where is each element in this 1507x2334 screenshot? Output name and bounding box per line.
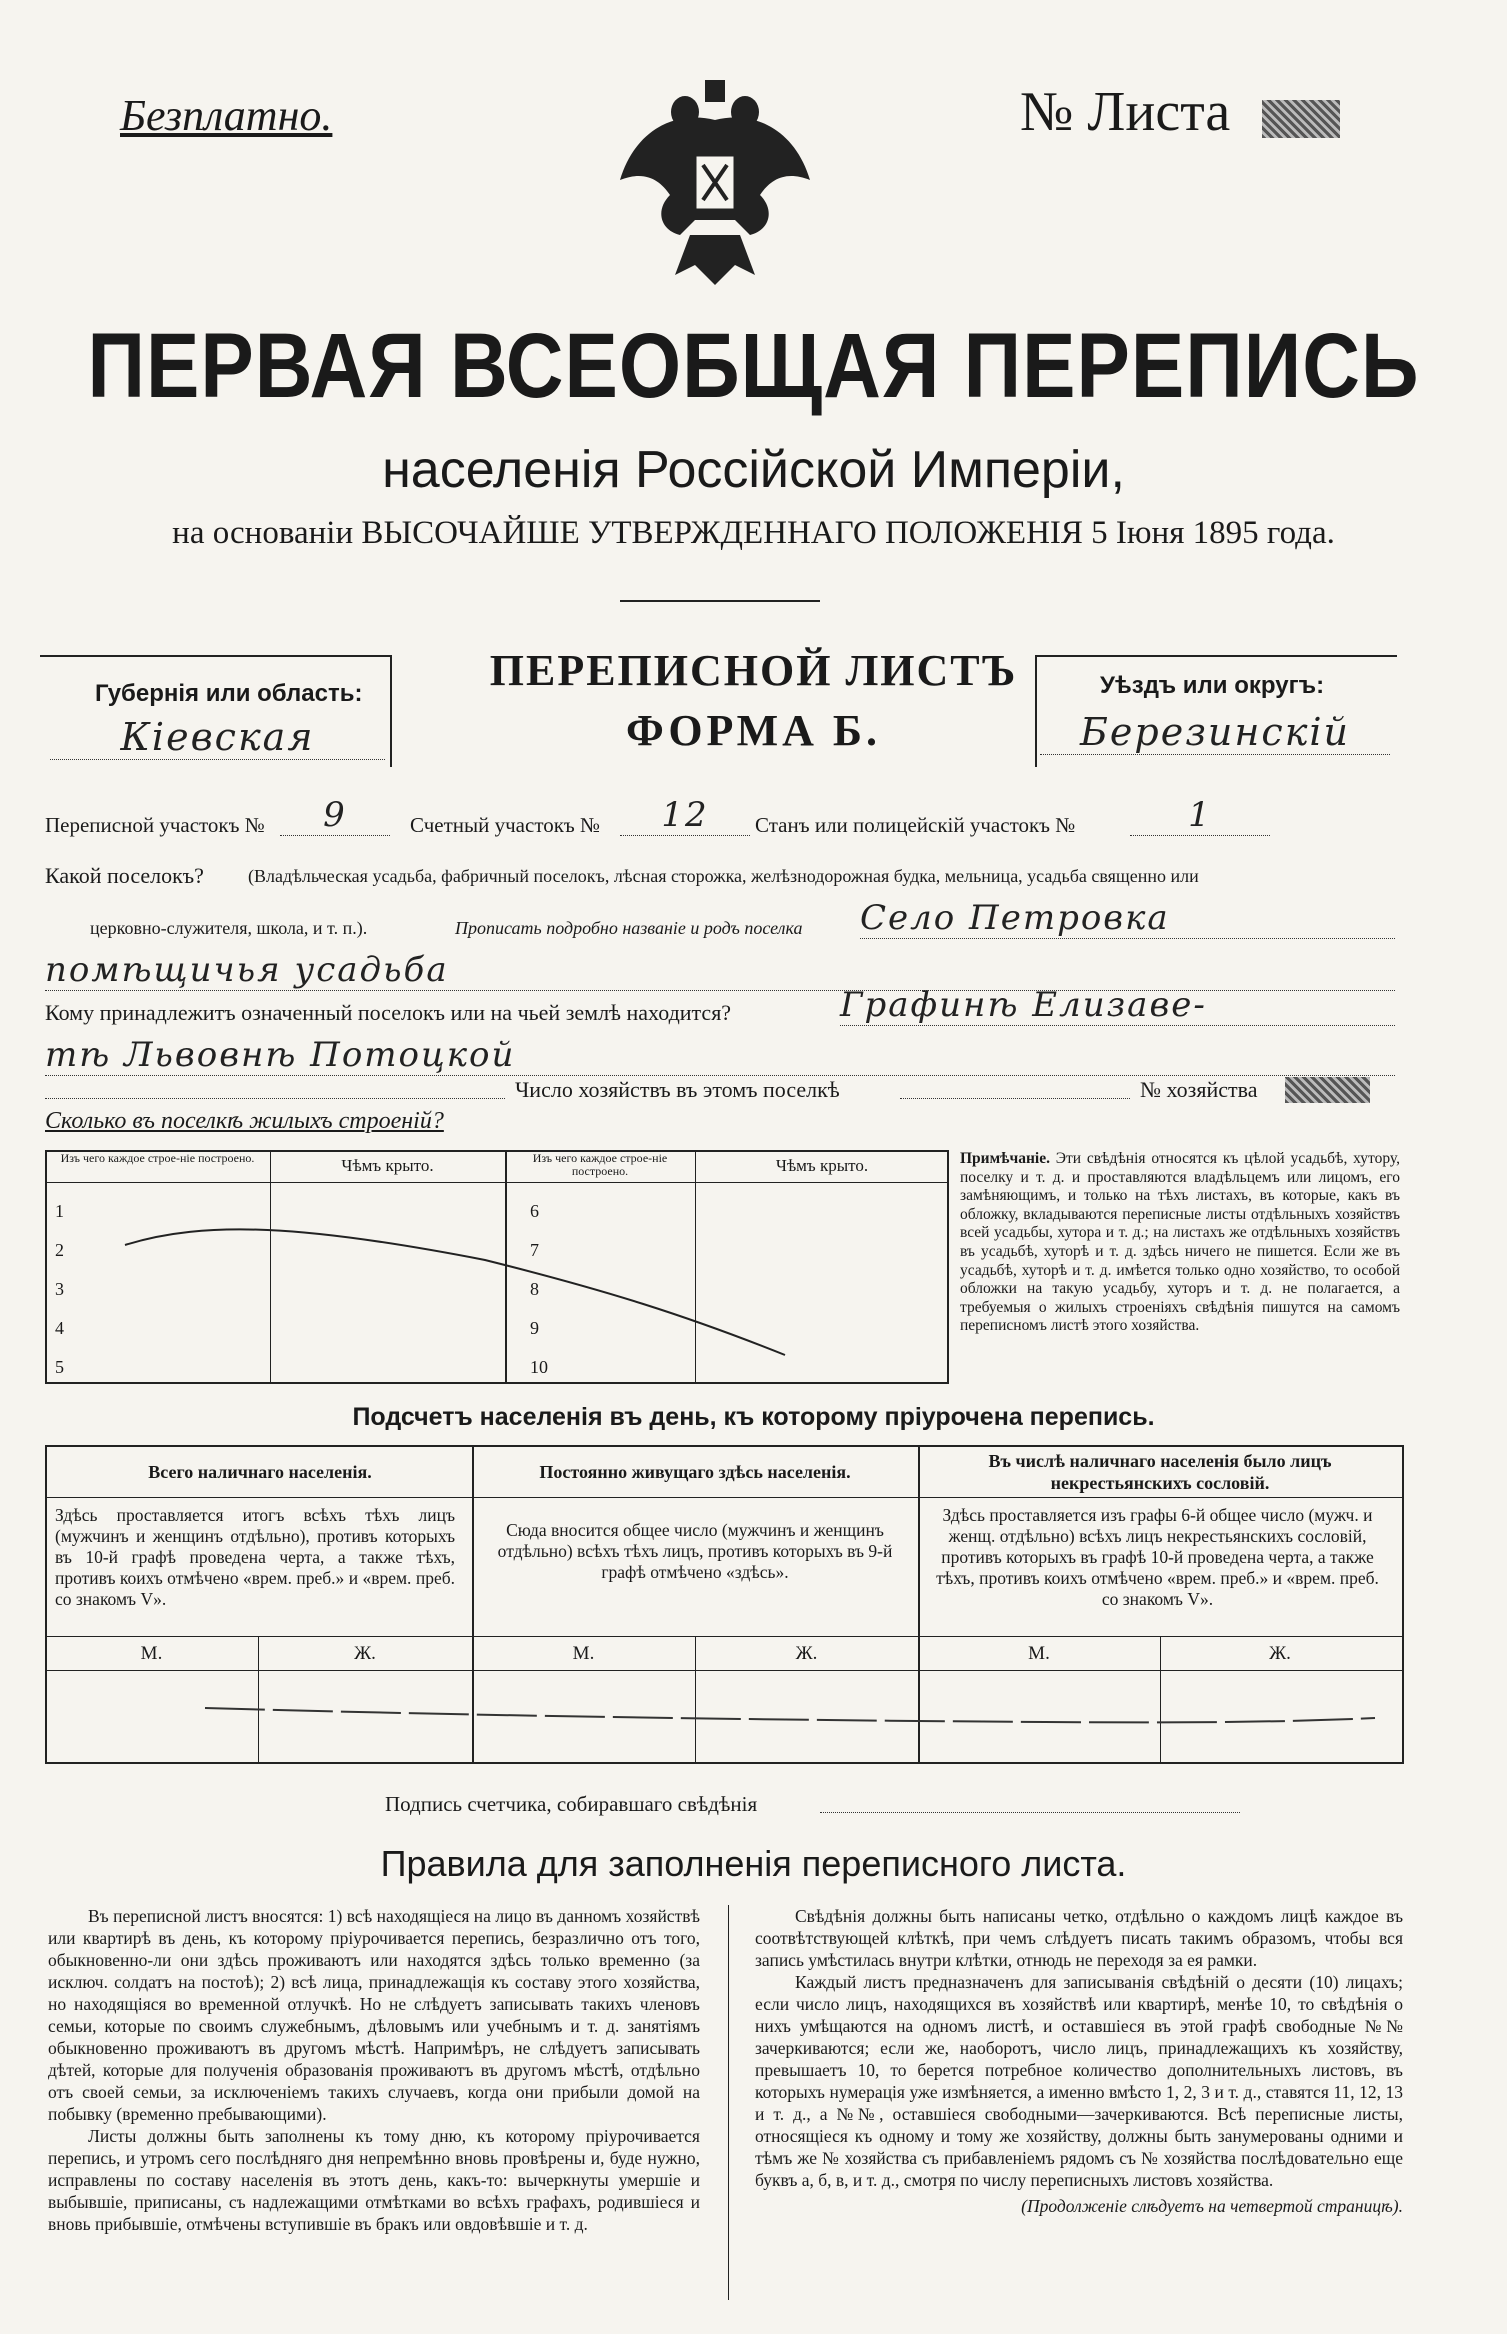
pop-col1-title: Всего наличнаго населенія.	[148, 1462, 372, 1482]
pop-m-label: М.	[140, 1643, 163, 1664]
owner-value: Графинѣ Елизаве-	[840, 985, 1395, 1026]
row-number: 8	[530, 1279, 539, 1299]
pop-m-label: М.	[572, 1643, 595, 1664]
owner-label: Кому принадлежитъ означенный поселокъ или на чьей землѣ находится?	[45, 1000, 732, 1025]
households-leader	[45, 1098, 505, 1099]
district-label: Уѣздъ или округъ:	[1100, 672, 1325, 699]
rules-right-p2: Каждый листъ предназначенъ для записыванія свѣдѣній о десяти (10) лицахъ; если число лицъ, находящихся въ хозяйствѣ или квартирѣ, менѣе 10, то свѣдѣнія о нихъ умѣщаются на одномъ листѣ, и оставшіеся въ этой графѣ свободные №№ зачеркиваются; если же, наоборотъ, число лицъ, принадлежащихъ къ хозяйству, превышаетъ 10, то берется потребное количество дополнительныхъ листовъ, въ которыхъ нумерація уже измѣняется, а именно вмѣсто 1, 2, 3 и т. д., ставятся 11, 12, 13 и т. д., а №№, оставшіеся свободными—зачеркиваются. Всѣ переписные листы, относящіеся къ одному и тому же хозяйству, должны быть занумерованы одними и тѣмъ же № хозяйства съ прибавленіемъ рядомъ съ № хозяйства послѣдовательно еще буквъ а, б, в, и т. д., смотря по числу переписныхъ листовъ хозяйства.	[755, 1972, 1403, 2190]
rules-right-p1: Свѣдѣнія должны быть написаны четко, отдѣльно о каждомъ лицѣ каждое въ соотвѣтствующей клѣткѣ, при чемъ слѣдуетъ писать такимъ образомъ, чтобы вся запись умѣстилась внутри клѣтки, отнюдь не переходя за ея рамки.	[755, 1906, 1403, 1970]
pop-f-label: Ж.	[354, 1643, 376, 1664]
household-no-label: № хозяйства	[1140, 1077, 1258, 1102]
sheet-number-stamp	[1262, 100, 1340, 138]
rules-continued: (Продолженіе слѣдуетъ на четвертой страницѣ).	[1021, 2196, 1403, 2216]
camp-value: 1	[1130, 795, 1270, 836]
row-number: 9	[530, 1318, 539, 1338]
province-value: Кіевская	[50, 715, 385, 760]
col-roof-left: Чѣмъ крыто.	[341, 1156, 434, 1175]
census-area-label: Переписной участокъ №	[45, 813, 265, 837]
owner-value-2: тѣ Львовнѣ Потоцкой	[45, 1035, 1395, 1076]
rules-title: Правила для заполненія переписного листа.	[380, 1843, 1127, 1884]
buildings-question: Сколько въ поселкѣ жилыхъ строеній?	[45, 1108, 444, 1134]
district-value: Березинскій	[1040, 710, 1390, 755]
pop-f-label: Ж.	[1269, 1643, 1291, 1664]
province-label: Губернія или область:	[95, 680, 363, 707]
row-number: 6	[530, 1201, 539, 1221]
col-material-right: Изъ чего каждое строе-ніе построено.	[532, 1151, 668, 1178]
population-heading: Подсчетъ населенія въ день, къ которому пріурочена перепись.	[352, 1403, 1155, 1431]
pop-col2-text: Сюда вносится общее число (мужчинъ и женщинъ отдѣльно) всѣхъ тѣхъ лицъ, противъ которыхъ въ 9-й графѣ отмѣчено «здѣсь».	[497, 1520, 893, 1582]
free-label: Безплатно.	[120, 91, 333, 140]
camp-label: Станъ или полицейскій участокъ №	[755, 813, 1076, 837]
settlement-hint: (Владѣльческая усадьба, фабричный поселокъ, лѣсная сторожка, желѣзнодорожная будка, мельница, усадьба священно или	[248, 866, 1199, 886]
settlement-hint-2: церковно-служителя, школа, и т. п.).	[90, 918, 368, 938]
pop-col3-text: Здѣсь проставляется изъ графы 6-й общее число (мужч. и женщ. отдѣльно) всѣхъ лицъ некрестьянскихъ сословій, противъ которыхъ въ графѣ 10-й проведена черта, а также тѣхъ, противъ коихъ отмѣчено «врем. преб.» и «врем. преб. со знакомъ V».	[936, 1505, 1379, 1609]
pop-mf-top-line	[45, 1636, 1404, 1637]
count-area-value: 12	[620, 795, 750, 836]
row-number: 7	[530, 1240, 539, 1260]
note-text: Эти свѣдѣнія относятся къ цѣлой усадьбѣ, хутору, поселку и т. д. и проставляются владѣльцемъ или лицомъ, его замѣняющимъ, и только на тѣхъ листахъ, въ которые, какъ въ обложку, вкладываются переписные листы отдѣльныхъ хозяйствъ всей усадьбы, хутора и т. д.; на листахъ же отдѣльныхъ хозяйствъ въ усадьбѣ, хуторѣ и т. д. здѣсь ничего не пишется. Если же въ усадьбѣ, хуторѣ и т. д. имѣется только одно хозяйство, то особой обложки на такую усадьбу, хуторъ и т. д. не полагается, а требуемыя о жилыхъ строеніяхъ свѣдѣнія пишутся на самомъ переписномъ листѣ этого хозяйства.	[960, 1150, 1400, 1335]
pop-col1-text: Здѣсь проставляется итогъ всѣхъ тѣхъ лицъ (мужчинъ и женщинъ отдѣльно), противъ которыхъ въ 10-й графѣ проведена черта, а также тѣхъ, противъ коихъ отмѣчено «врем. преб.» и «врем. преб. со знакомъ V».	[55, 1505, 455, 1609]
pop-m-label: М.	[1028, 1643, 1050, 1664]
note-title: Примѣчаніе.	[960, 1150, 1050, 1167]
form-label: ФОРМА Б.	[626, 706, 881, 755]
note-block	[960, 1150, 1400, 1336]
row-number: 10	[530, 1357, 548, 1377]
pop-col2-title: Постоянно живущаго здѣсь населенія.	[539, 1462, 851, 1482]
settlement-value-2: помѣщичья усадьба	[45, 950, 1395, 991]
sheet-number-label: № Листа	[1020, 81, 1231, 143]
row-number: 5	[55, 1357, 64, 1377]
households-value	[900, 1098, 1130, 1099]
double-eagle-emblem	[615, 70, 815, 300]
title-divider	[620, 600, 820, 602]
pop-f-label: Ж.	[795, 1643, 818, 1664]
row-number: 3	[55, 1279, 64, 1299]
settlement-instruction: Прописать подробно названіе и родъ поселка	[455, 918, 803, 938]
households-label: Число хозяйствъ въ этомъ поселкѣ	[515, 1077, 840, 1102]
rules-left-p2: Листы должны быть заполнены къ тому дню, къ которому пріурочивается перепись, и утромъ сего послѣдняго дня непремѣнно вновь провѣрены и, буде нужно, исправлены по составу населенія въ этотъ день, какъ-то: вычеркнуты умершіе и выбывшіе, приписаны, съ надлежащими отмѣтками во всѣхъ графахъ, родившіеся и вновь прибывшіе, отмѣчены вступившіе въ бракъ или овдовѣвшіе и т. д.	[48, 2126, 700, 2234]
population-cross-out-stroke	[45, 1670, 1400, 1760]
pop-col3-title: Въ числѣ наличнаго населенія было лицъ некрестьянскихъ сословій.	[988, 1451, 1332, 1493]
rules-right-column	[755, 1905, 1403, 2217]
household-no-stamp	[1285, 1077, 1370, 1103]
signature-label: Подпись счетчика, собиравшаго свѣдѣнія	[385, 1792, 758, 1816]
buildings-cross-out-stroke	[45, 1150, 945, 1380]
page-title: ПЕРВАЯ ВСЕОБЩАЯ ПЕРЕПИСЬ	[87, 314, 1420, 417]
count-area-label: Счетный участокъ №	[410, 813, 601, 837]
rules-divider	[728, 1905, 729, 2300]
row-number: 4	[55, 1318, 64, 1338]
col-material-left: Изъ чего каждое строе-ніе построено.	[60, 1151, 255, 1165]
settlement-value: Село Петровка	[860, 898, 1395, 939]
row-number: 2	[55, 1240, 64, 1260]
rules-left-p1: Въ переписной листъ вносятся: 1) всѣ находящіеся на лицо въ данномъ хозяйствѣ или квартирѣ въ день, къ которому пріурочивается перепись, безразлично отъ того, обыкновенно-ли они здѣсь проживаютъ или находятся здѣсь только временно (за исключ. солдатъ на постоѣ); 2) всѣ лица, принадлежащія къ составу этого хозяйства, но находящіяся во временной отлучкѣ. Но не слѣдуетъ записывать такихъ членовъ семьи, которые по своимъ служебнымъ, дѣловымъ или учебнымъ и т. д. занятіямъ обыкновенно проживаютъ въ другомъ мѣстѣ. Напримѣръ, не слѣдуетъ записывать дѣтей, которые для полученія образованія проживаютъ въ другомъ мѣстѣ, отдѣльно отъ своей семьи, за исключеніемъ такихъ случаевъ, когда они прибыли домой на побывку (временно пребывающими).	[48, 1906, 700, 2124]
census-area-value: 9	[280, 795, 390, 836]
page-subtitle: населенія Россійской Имперіи,	[382, 441, 1125, 499]
col-roof-right: Чѣмъ крыто.	[775, 1156, 869, 1175]
pop-title-line	[45, 1497, 1404, 1498]
settlement-label: Какой поселокъ?	[45, 863, 204, 888]
form-title: ПЕРЕПИСНОЙ ЛИСТЪ	[489, 646, 1018, 695]
signature-line	[820, 1812, 1240, 1813]
row-number: 1	[55, 1201, 64, 1221]
rules-left-column	[48, 1905, 700, 2235]
basis-line: на основаніи ВЫСОЧАЙШЕ УТВЕРЖДЕННАГО ПОЛОЖЕНІЯ 5 Іюня 1895 года.	[172, 515, 1335, 551]
